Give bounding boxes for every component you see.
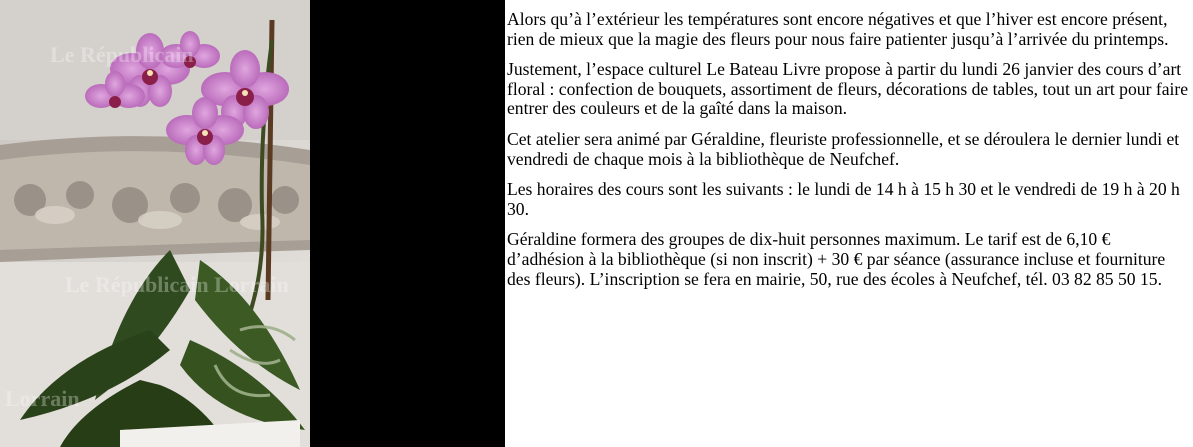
- orchid-photo: [0, 0, 310, 447]
- article-paragraph-2: Justement, l’espace culturel Le Bateau Livre propose à partir du lundi 26 janvier des cours d’art floral : confection de bouquets, assortiment de fleurs, décorations de tables, tout un art pour faire entrer des couleurs et de la gaîté dans la maison.: [507, 59, 1189, 119]
- article-body: [507, 10, 1189, 300]
- svg-text:Le Républicain: Le Républicain: [50, 42, 194, 67]
- svg-text:Le Républicain Lorrain: Le Républicain Lorrain: [65, 272, 289, 297]
- article-paragraph-3: Cet atelier sera animé par Géraldine, fleuriste professionnelle, et se déroulera le dernier lundi et vendredi de chaque mois à la bibliothèque de Neufchef.: [507, 128, 1180, 169]
- svg-text:Lorrain: Lorrain: [5, 386, 80, 411]
- article-paragraph-4: Les horaires des cours sont les suivants : le lundi de 14 h à 15 h 30 et le vendredi de 19 h à 20 h 30.: [507, 179, 1180, 219]
- article-paragraph-5: Géraldine formera des groupes de dix-huit personnes maximum. Le tarif est de 6,10 € d’adhésion à la bibliothèque (si non inscrit) + 30 € par séance (assurance incluse et fourniture des fleurs). L’inscription se fera en mairie, 50, rue des écoles à Neufchef, tél. 03 82 85 50 15.: [507, 229, 1166, 289]
- black-margin-band: [310, 0, 505, 447]
- article-paragraph-1: Alors qu’à l’extérieur les températures sont encore négatives et que l’hiver est encore présent, rien de mieux que la magie des fleurs pour nous faire patienter jusqu’à l’arrivée du printemps.: [507, 9, 1169, 49]
- orchid-illustration: [0, 0, 310, 447]
